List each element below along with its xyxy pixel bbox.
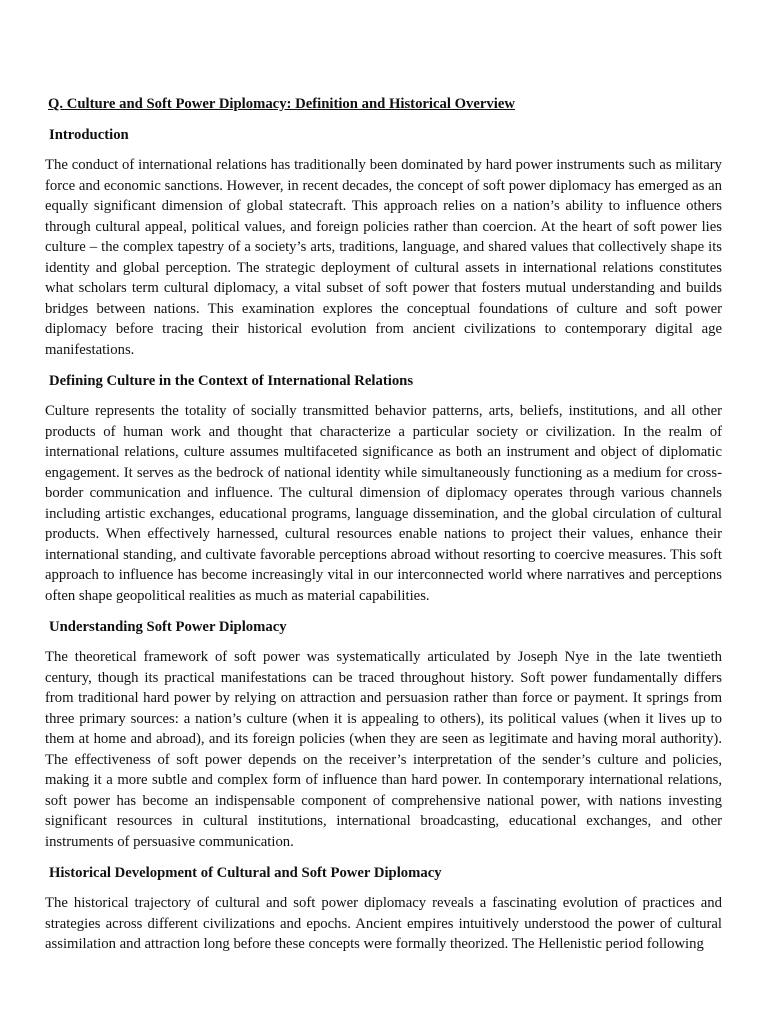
paragraph-introduction: The conduct of international relations has traditionally been dominated by hard power instruments such as military force and economic sanctions. However, in recent decades, the concept of soft power diplomacy has emerged as an equally significant dimension of global statecraft. This approach relies on a nation’s ability to influence others through cultural appeal, political values, and foreign policies rather than coercion. At the heart of soft power lies culture – the complex tapestry of a society’s arts, traditions, language, and shared values that collectively shape its identity and global perception. The strategic deployment of cultural assets in international relations constitutes what scholars term cultural diplomacy, a vital subset of soft power that fosters mutual understanding and builds bridges between nations. This examination explores the conceptual foundations of culture and soft power diplomacy before tracing their historical evolution from ancient civilizations to contemporary digital age manifestations. [45, 157, 722, 358]
section-heading-introduction: Introduction [49, 126, 129, 143]
section-heading-soft-power: Understanding Soft Power Diplomacy [49, 618, 287, 635]
document-page [45, 94, 722, 965]
document-title: Q. Culture and Soft Power Diplomacy: Definition and Historical Overview [48, 96, 515, 112]
paragraph-defining-culture: Culture represents the totality of socially transmitted behavior patterns, arts, beliefs, institutions, and all other products of human work and thought that characterize a particular society or civilization. In the realm of international relations, culture assumes multifaceted significance as both an instrument and object of diplomatic engagement. It serves as the bedrock of national identity while simultaneously functioning as a medium for cross-border communication and influence. The cultural dimension of diplomacy operates through various channels including artistic exchanges, educational programs, language dissemination, and the global circulation of cultural products. When effectively harnessed, cultural resources enable nations to project their values, enhance their international standing, and cultivate favorable perceptions abroad without resorting to coercive measures. This soft approach to influence has become increasingly vital in our interconnected world where narratives and perceptions often shape geopolitical realities as much as material capabilities. [45, 403, 722, 604]
paragraph-soft-power: The theoretical framework of soft power was systematically articulated by Joseph Nye in the late twentieth century, though its practical manifestations can be traced throughout history. Soft power fundamentally differs from traditional hard power by relying on attraction and persuasion rather than force or payment. It springs from three primary sources: a nation’s culture (when it is appealing to others), its political values (when it lives up to them at home and abroad), and its foreign policies (when they are seen as legitimate and having moral authority). The effectiveness of soft power depends on the receiver’s interpretation of the sender’s culture and policies, making it a more subtle and complex form of influence than hard power. In contemporary international relations, soft power has become an indispensable component of comprehensive national power, with nations investing significant resources in cultural institutions, international broadcasting, educational exchanges, and other instruments of persuasive communication. [45, 649, 722, 850]
paragraph-historical-development: The historical trajectory of cultural and soft power diplomacy reveals a fascinating evolution of practices and strategies across different civilizations and epochs. Ancient empires intuitively understood the power of cultural assimilation and attraction long before these concepts were formally theorized. The Hellenistic period following [45, 895, 722, 952]
section-heading-defining-culture: Defining Culture in the Context of International Relations [49, 372, 414, 389]
section-heading-historical-development: Historical Development of Cultural and Soft Power Diplomacy [49, 864, 442, 881]
